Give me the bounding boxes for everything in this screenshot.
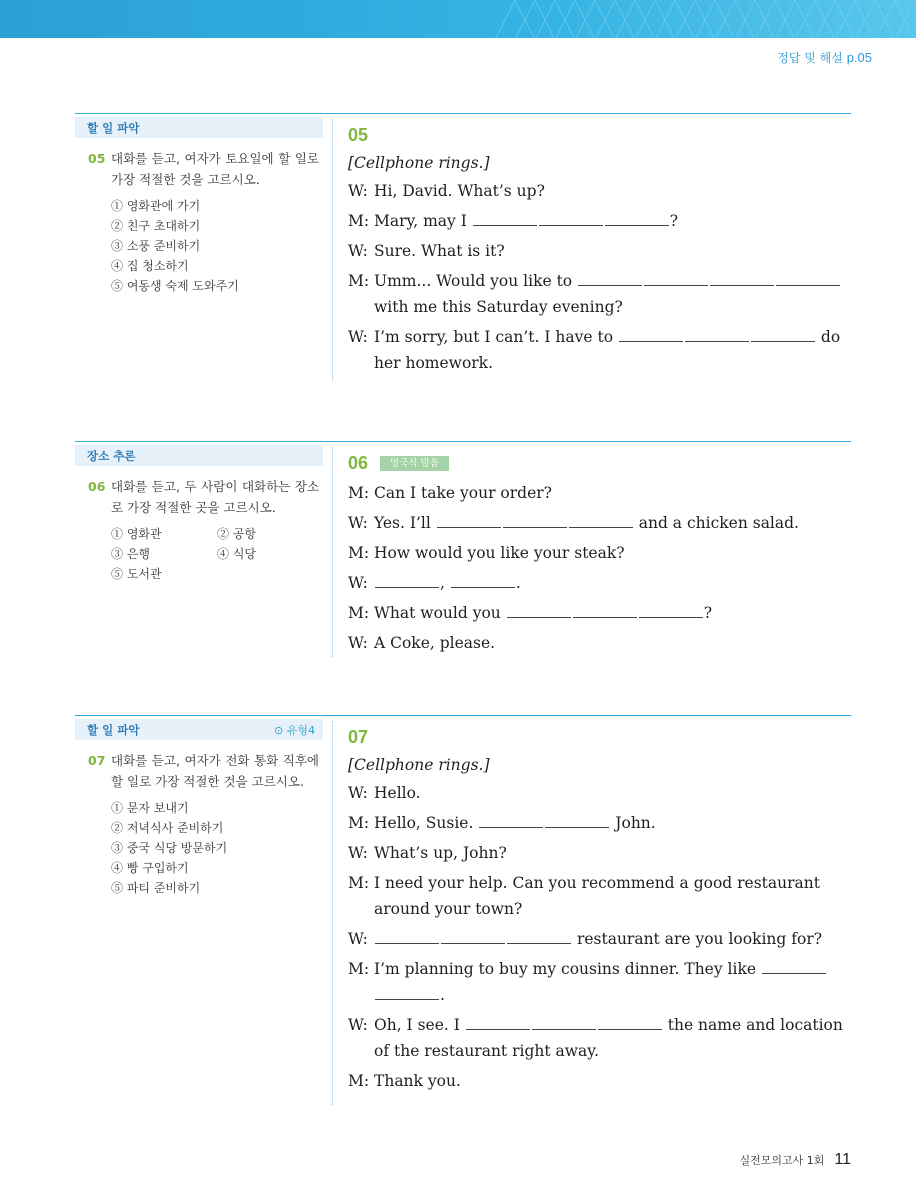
- answer-option[interactable]: ③ 소풍 준비하기: [111, 239, 201, 253]
- dialogue-line: M: Can I take your order?: [348, 480, 851, 506]
- page-number: 11: [834, 1151, 851, 1168]
- answer-blank[interactable]: [503, 514, 567, 528]
- script-number: 07: [348, 727, 369, 747]
- column-divider: [332, 721, 333, 1105]
- top-banner: [0, 0, 916, 38]
- dialogue-line: W: What’s up, John?: [348, 840, 851, 866]
- answer-option[interactable]: ④ 집 청소하기: [111, 259, 189, 273]
- speaker: W:: [348, 844, 368, 862]
- dialogue-line: W: Oh, I see. I the name and location of the restaurant right away.: [348, 1012, 851, 1064]
- speaker: M:: [348, 814, 370, 832]
- answer-blank[interactable]: [605, 212, 669, 226]
- dialogue-line: M: Hello, Susie. John.: [348, 810, 851, 836]
- section-rule: [75, 113, 851, 114]
- answer-blank[interactable]: [578, 272, 642, 286]
- answer-option[interactable]: ⑤ 도서관: [111, 567, 162, 581]
- script-number: 06 영국식 발음: [348, 449, 851, 477]
- stage-direction: [Cellphone rings.]: [348, 756, 490, 774]
- answer-option[interactable]: ① 영화관에 가기: [111, 199, 201, 213]
- page-footer: [740, 1151, 852, 1169]
- category-label: 할 일 파악: [87, 722, 140, 737]
- test-label: 실전모의고사 1회: [739, 1154, 825, 1167]
- question-text: 05 대화를 듣고, 여자가 토요일에 할 일로 가장 적절한 것을 고르시오.: [75, 148, 323, 190]
- answer-blank[interactable]: [437, 514, 501, 528]
- answer-options: [75, 798, 323, 898]
- speaker: M:: [348, 212, 370, 230]
- answer-option[interactable]: ① 영화관: [111, 527, 162, 541]
- category-label: 할 일 파악: [87, 120, 140, 135]
- category-bar: [75, 117, 323, 138]
- speaker: W:: [348, 328, 368, 346]
- answer-option[interactable]: ② 친구 초대하기: [111, 219, 201, 233]
- type-tag: ⊙ 유형4: [274, 723, 315, 737]
- dialogue-line: M: Thank you.: [348, 1068, 851, 1094]
- question-panel: [75, 719, 323, 898]
- dialogue-line: M: Umm... Would you like to with me this Saturday evening?: [348, 268, 851, 320]
- speaker: M:: [348, 1072, 370, 1090]
- category-bar: [75, 719, 323, 740]
- speaker: M:: [348, 272, 370, 290]
- answer-blank[interactable]: [685, 328, 749, 342]
- answer-option[interactable]: ④ 식당: [217, 547, 256, 561]
- answer-blank[interactable]: [710, 272, 774, 286]
- question-number: 07: [88, 753, 106, 768]
- answer-blank[interactable]: [598, 1016, 662, 1030]
- section-rule: [75, 441, 851, 442]
- chevron-pattern: [496, 0, 916, 38]
- answer-blank[interactable]: [751, 328, 815, 342]
- dialogue-line: M: I need your help. Can you recommend a good restaurant around your town?: [348, 870, 851, 922]
- answer-blank[interactable]: [507, 604, 571, 618]
- category-bar: [75, 445, 323, 466]
- answer-blank[interactable]: [573, 604, 637, 618]
- answer-option[interactable]: ⑤ 여동생 숙제 도와주기: [111, 279, 239, 293]
- question-number: 05: [88, 151, 106, 166]
- answer-option[interactable]: ③ 중국 식당 방문하기: [111, 841, 228, 855]
- category-label: 장소 추론: [87, 448, 136, 463]
- answer-blank[interactable]: [507, 930, 571, 944]
- speaker: W:: [348, 1016, 368, 1034]
- answer-option[interactable]: ② 공항: [217, 527, 256, 541]
- answer-blank[interactable]: [375, 574, 439, 588]
- answer-blank[interactable]: [776, 272, 840, 286]
- dialogue-line: W: I’m sorry, but I can’t. I have to do her homework.: [348, 324, 851, 376]
- speaker: W:: [348, 784, 368, 802]
- answer-blank[interactable]: [466, 1016, 530, 1030]
- dialogue-line: W: A Coke, please.: [348, 630, 851, 656]
- answer-options: [75, 524, 323, 584]
- answer-option[interactable]: ③ 은행: [111, 547, 150, 561]
- answer-option[interactable]: ① 문자 보내기: [111, 801, 189, 815]
- speaker: W:: [348, 242, 368, 260]
- answer-blank[interactable]: [639, 604, 703, 618]
- answer-blank[interactable]: [532, 1016, 596, 1030]
- question-panel: [75, 445, 323, 584]
- speaker: M:: [348, 960, 370, 978]
- answer-option[interactable]: ④ 빵 구입하기: [111, 861, 189, 875]
- dictation-script: [348, 449, 851, 656]
- dialogue-line: M: How would you like your steak?: [348, 540, 851, 566]
- answer-blank[interactable]: [762, 960, 826, 974]
- speaker: W:: [348, 514, 368, 532]
- speaker: W:: [348, 930, 368, 948]
- question-text: 06 대화를 듣고, 두 사람이 대화하는 장소로 가장 적절한 곳을 고르시오.: [75, 476, 323, 518]
- script-number: 05: [348, 125, 369, 145]
- dialogue-line: M: What would you ?: [348, 600, 851, 626]
- answer-options: [75, 196, 323, 296]
- dialogue-line: W: Hello.: [348, 780, 851, 806]
- speaker: M:: [348, 544, 370, 562]
- answer-blank[interactable]: [545, 814, 609, 828]
- speaker: W:: [348, 574, 368, 592]
- dialogue-line: W: Sure. What is it?: [348, 238, 851, 264]
- answer-blank[interactable]: [539, 212, 603, 226]
- answer-option[interactable]: ② 저녁식사 준비하기: [111, 821, 224, 835]
- dialogue-line: W: , .: [348, 570, 851, 596]
- answer-page-reference: 정답 및 해설 p.05: [777, 50, 872, 65]
- dialogue-line: M: Mary, may I ?: [348, 208, 851, 234]
- speaker: M:: [348, 604, 370, 622]
- dialogue-line: W: Yes. I’ll and a chicken salad.: [348, 510, 851, 536]
- answer-blank[interactable]: [479, 814, 543, 828]
- answer-blank[interactable]: [619, 328, 683, 342]
- answer-blank[interactable]: [569, 514, 633, 528]
- dictation-script: [348, 121, 851, 376]
- column-divider: [332, 447, 333, 657]
- dialogue-line: W: Hi, David. What’s up?: [348, 178, 851, 204]
- answer-blank[interactable]: [375, 930, 439, 944]
- answer-blank[interactable]: [441, 930, 505, 944]
- accent-badge: 영국식 발음: [380, 456, 449, 471]
- dialogue-line: W: restaurant are you looking for?: [348, 926, 851, 952]
- column-divider: [332, 119, 333, 381]
- answer-blank[interactable]: [644, 272, 708, 286]
- speaker: W:: [348, 182, 368, 200]
- speaker: M:: [348, 874, 370, 892]
- speaker: W:: [348, 634, 368, 652]
- answer-blank[interactable]: [473, 212, 537, 226]
- question-text: 07 대화를 듣고, 여자가 전화 통화 직후에 할 일로 가장 적절한 것을 고르시오.: [75, 750, 323, 792]
- dialogue-line: M: I’m planning to buy my cousins dinner. They like .: [348, 956, 851, 1008]
- answer-blank[interactable]: [451, 574, 515, 588]
- answer-blank[interactable]: [375, 986, 439, 1000]
- speaker: M:: [348, 484, 370, 502]
- question-panel: [75, 117, 323, 296]
- dictation-script: [348, 723, 851, 1094]
- section-rule: [75, 715, 851, 716]
- question-number: 06: [88, 479, 106, 494]
- answer-option[interactable]: ⑤ 파티 준비하기: [111, 881, 201, 895]
- stage-direction: [Cellphone rings.]: [348, 154, 490, 172]
